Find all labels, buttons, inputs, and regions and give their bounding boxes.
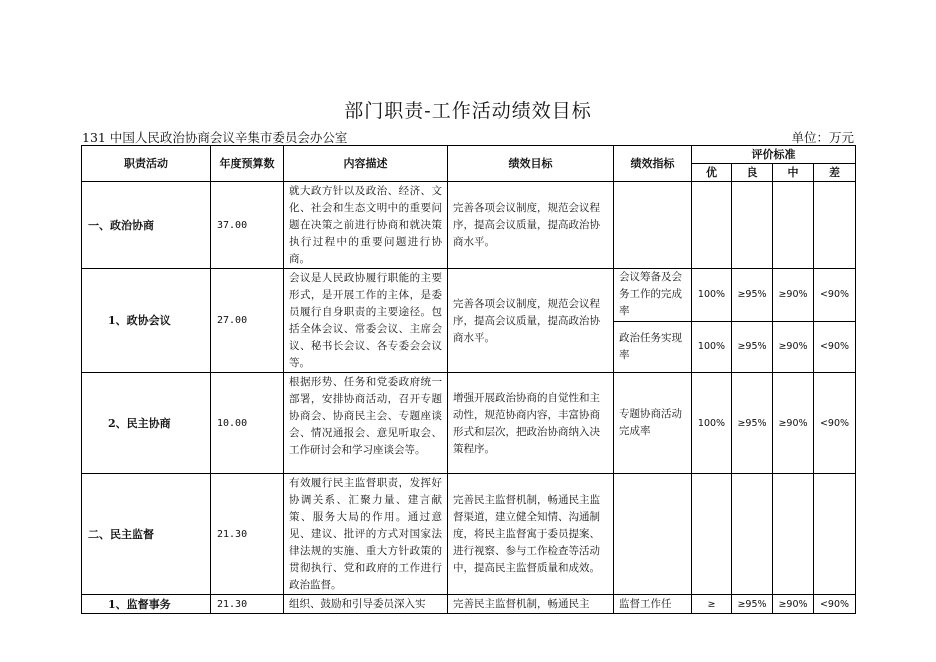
target-cell: 完善各项会议制度，规范会议程序，提高会议质量，提高政治协商水平。 [448,269,614,373]
table-row [82,182,856,269]
grade-medium-cell: ≥90% [773,269,814,322]
indicator-cell [614,182,692,269]
target-cell: 完善民主监督机制，畅通民主监督渠道，建立健全知情、沟通制度，将民主监督寓于委员提案、进行视察、参与工作检查等活动中，提高民主监督质量和成效。 [448,474,614,595]
grade-good-cell [732,474,773,595]
header-excellent: 优 [692,164,732,182]
header-target: 绩效目标 [448,146,614,182]
header-content: 内容描述 [284,146,448,182]
header-indicator: 绩效指标 [614,146,692,182]
grade-good-cell [732,182,773,269]
budget-cell: 21.30 [211,595,284,614]
activity-cell: 2、民主协商 [82,373,211,474]
target-cell: 完善各项会议制度，规范会议程序，提高会议质量，提高政治协商水平。 [448,182,614,269]
grade-poor-cell: <90% [814,269,856,322]
table-row [82,595,856,614]
grade-medium-cell: ≥90% [773,373,814,474]
table-row [82,373,856,474]
performance-table [81,145,856,614]
header-activity: 职责活动 [82,146,211,182]
organization-name: 131 中国人民政治协商会议辛集市委员会办公室 [82,130,348,145]
indicator-cell [614,474,692,595]
header-medium: 中 [773,164,814,182]
header-budget: 年度预算数 [211,146,284,182]
content-cell: 就大政方针以及政治、经济、文化、社会和生态文明中的重要问题在决策之前进行协商和就决策执行过程中的重要问题进行协商。 [284,182,448,269]
grade-poor-cell: <90% [814,321,856,373]
grade-poor-cell: <90% [814,373,856,474]
grade-good-cell: ≥95% [732,269,773,322]
table-row [82,269,856,322]
content-cell: 根据形势、任务和党委政府统一部署，安排协商活动，召开专题协商会、协商民主会、专题座谈会、情况通报会、意见听取会、工作研讨会和学习座谈会等。 [284,373,448,474]
indicator-cell: 专题协商活动完成率 [614,373,692,474]
header-poor: 差 [814,164,856,182]
indicator-cell: 会议筹备及会务工作的完成率 [614,269,692,322]
activity-cell: 一、政治协商 [82,182,211,269]
grade-medium-cell: ≥90% [773,321,814,373]
header-good: 良 [732,164,773,182]
header-criteria: 评价标准 [692,146,856,164]
grade-excellent-cell: ≥ [692,595,732,614]
indicator-cell: 监督工作任 [614,595,692,614]
grade-excellent-cell [692,474,732,595]
grade-medium-cell [773,182,814,269]
activity-cell: 1、监督事务 [82,595,211,614]
grade-poor-cell: <90% [814,595,856,614]
unit-label: 单位：万元 [791,130,854,145]
page-title: 部门职责-工作活动绩效目标 [344,100,592,122]
grade-good-cell: ≥95% [732,595,773,614]
grade-poor-cell [814,474,856,595]
activity-cell: 二、民主监督 [82,474,211,595]
grade-medium-cell: ≥90% [773,595,814,614]
grade-excellent-cell: 100% [692,373,732,474]
budget-cell: 37.00 [211,182,284,269]
grade-good-cell: ≥95% [732,321,773,373]
grade-excellent-cell: 100% [692,269,732,322]
content-cell: 会议是人民政协履行职能的主要形式，是开展工作的主体，是委员履行自身职责的主要途径。包括全体会议、常委会议、主席会议、秘书长会议、各专委会会议等。 [284,269,448,373]
grade-good-cell: ≥95% [732,373,773,474]
content-cell: 组织、鼓励和引导委员深入实 [284,595,448,614]
target-cell: 完善民主监督机制，畅通民主 [448,595,614,614]
table-row [82,474,856,595]
grade-poor-cell [814,182,856,269]
indicator-cell: 政治任务实现率 [614,321,692,373]
budget-cell: 27.00 [211,269,284,373]
grade-medium-cell [773,474,814,595]
activity-cell: 1、政协会议 [82,269,211,373]
grade-excellent-cell: 100% [692,321,732,373]
budget-cell: 10.00 [211,373,284,474]
budget-cell: 21.30 [211,474,284,595]
grade-excellent-cell [692,182,732,269]
target-cell: 增强开展政治协商的自觉性和主动性，规范协商内容，丰富协商形式和层次，把政治协商纳入决策程序。 [448,373,614,474]
content-cell: 有效履行民主监督职责，发挥好协调关系、汇聚力量、建言献策、服务大局的作用。通过意见、建议、批评的方式对国家法律法规的实施、重大方针政策的贯彻执行、党和政府的工作进行政治监督。 [284,474,448,595]
